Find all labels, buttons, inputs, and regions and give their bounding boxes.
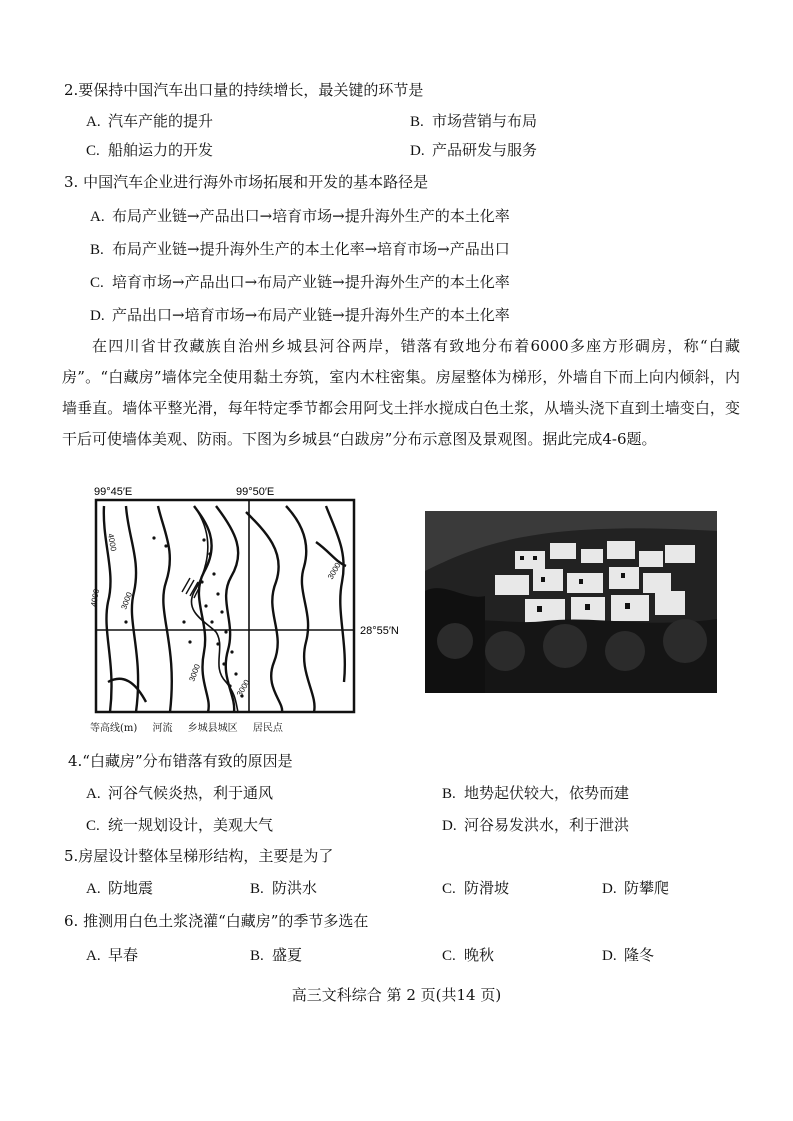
option-key: D.	[410, 143, 425, 159]
contour-label: 3000	[234, 678, 252, 698]
q4-option-a[interactable]	[86, 783, 273, 804]
option-text: 船舶运力的开发	[108, 141, 214, 159]
option-key: D.	[442, 818, 457, 834]
q5-option-c[interactable]	[442, 878, 509, 899]
q6-option-d[interactable]	[602, 945, 654, 966]
white-tibetan-house-photo	[425, 511, 717, 693]
option-text: 培育市场→产品出口→布局产业链→提升海外生产的本土化率	[112, 273, 510, 291]
option-text: 晚秋	[464, 946, 495, 964]
option-text: 汽车产能的提升	[108, 112, 214, 130]
xiangcheng-county-map	[86, 482, 411, 722]
latitude-label: 28°55′N	[360, 625, 399, 637]
q5-option-b[interactable]	[250, 878, 317, 899]
option-key: A.	[86, 114, 101, 130]
q2-option-d[interactable]	[410, 140, 537, 161]
legend-river: 河流	[152, 723, 173, 734]
option-key: B.	[250, 948, 264, 964]
legend-settlement: 居民点	[252, 723, 283, 734]
option-key: A.	[86, 881, 101, 897]
question-2-stem: 2.要保持中国汽车出口量的持续增长，最关键的环节是	[64, 81, 424, 99]
q2-option-a[interactable]	[86, 111, 213, 132]
option-text: 地势起伏较大，依势而建	[464, 784, 630, 802]
q3-option-a[interactable]	[90, 206, 510, 227]
option-text: 市场营销与布局	[432, 112, 538, 130]
longitude-label-1: 99°45′E	[94, 486, 133, 498]
page-footer: 高三文科综合 第 2 页(共14 页)	[291, 986, 502, 1004]
q4-option-c[interactable]	[86, 815, 273, 836]
q6-option-a[interactable]	[86, 945, 138, 966]
option-text: 产品研发与服务	[432, 141, 538, 159]
contour-label: 3000	[119, 590, 134, 611]
option-key: C.	[442, 881, 456, 897]
option-text: 防洪水	[272, 879, 318, 897]
option-key: C.	[86, 818, 100, 834]
map-legend	[90, 719, 295, 734]
q3-option-b[interactable]	[90, 239, 510, 260]
option-text: 防攀爬	[624, 879, 670, 897]
option-text: 统一规划设计，美观大气	[108, 816, 274, 834]
option-key: C.	[442, 948, 456, 964]
option-key: D.	[602, 881, 617, 897]
option-key: B.	[250, 881, 264, 897]
q6-option-b[interactable]	[250, 945, 302, 966]
option-text: 盛夏	[272, 946, 303, 964]
option-text: 早春	[108, 946, 139, 964]
option-text: 防地震	[108, 879, 154, 897]
question-6-stem: 6. 推测用白色土浆浇灌“白藏房”的季节多选在	[64, 912, 369, 930]
q2-option-c[interactable]	[86, 140, 213, 161]
option-key: B.	[410, 114, 424, 130]
option-key: D.	[90, 308, 105, 324]
q5-option-d[interactable]	[602, 878, 669, 899]
photo-illustration	[425, 511, 717, 693]
option-text: 河谷易发洪水，利于泄洪	[464, 816, 630, 834]
question-4-stem: 4.“白藏房”分布错落有致的原因是	[68, 752, 293, 770]
longitude-label-2: 99°50′E	[236, 486, 275, 498]
question-3-stem: 3. 中国汽车企业进行海外市场拓展和开发的基本路径是	[64, 173, 429, 191]
option-key: A.	[86, 786, 101, 802]
option-key: C.	[86, 143, 100, 159]
q5-option-a[interactable]	[86, 878, 153, 899]
option-text: 布局产业链→产品出口→培育市场→提升海外生产的本土化率	[112, 207, 510, 225]
option-key: D.	[602, 948, 617, 964]
option-text: 隆冬	[624, 946, 655, 964]
contour-label: 3000	[325, 561, 343, 581]
reading-passage: 在四川省甘孜藏族自治州乡城县河谷两岸，错落有致地分布着6000多座方形碉房，称“白藏房”。“白藏房”墙体完全使用黏土夯筑，室内木柱密集。房屋整体为梯形，外墙自下而上向内倾斜，内墙垂直。墙体平整光滑，每年特定季节都会用阿戈土拌水搅成白色土浆，从墙头浇下直到土墙变白，变干后可使墙体美观、防雨。下图为乡城县“白跋房”分布示意图及景观图。据此完成4-6题。	[62, 337, 740, 448]
q4-option-d[interactable]	[442, 815, 629, 836]
option-key: A.	[86, 948, 101, 964]
contour-label: 4000	[106, 532, 118, 552]
option-key: B.	[90, 242, 104, 258]
legend-contour-line: 等高线(m)	[90, 723, 138, 734]
option-key: B.	[442, 786, 456, 802]
option-text: 河谷气候炎热，利于通风	[108, 784, 274, 802]
contour-label: 3000	[187, 662, 202, 683]
q3-option-d[interactable]	[90, 305, 510, 326]
q2-option-b[interactable]	[410, 111, 537, 132]
q4-option-b[interactable]	[442, 783, 629, 804]
option-text: 布局产业链→提升海外生产的本土化率→培育市场→产品出口	[112, 240, 510, 258]
option-text: 防滑坡	[464, 879, 510, 897]
option-key: A.	[90, 209, 105, 225]
question-5-stem: 5.房屋设计整体呈梯形结构，主要是为了	[64, 847, 334, 865]
legend-county-town: 乡城县城区	[187, 723, 238, 734]
q3-option-c[interactable]	[90, 272, 510, 293]
option-key: C.	[90, 275, 104, 291]
contour-label: 4000	[89, 588, 102, 608]
option-text: 产品出口→培育市场→布局产业链→提升海外生产的本土化率	[112, 306, 510, 324]
q6-option-c[interactable]	[442, 945, 494, 966]
